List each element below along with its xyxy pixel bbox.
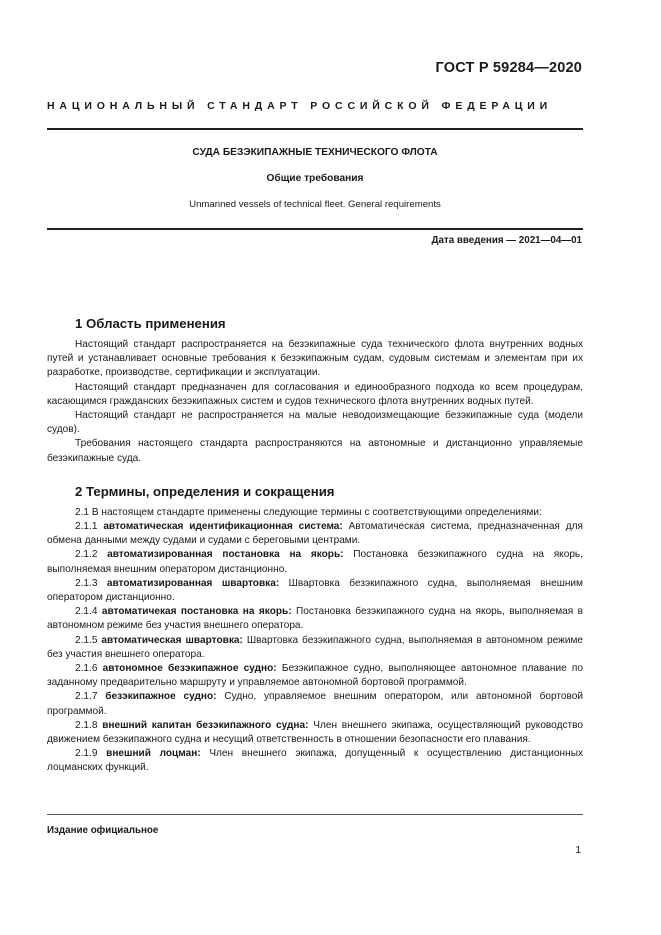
edition-label: Издание официальное: [47, 825, 159, 836]
term-definition: Швартовка безэкипажного судна, выполняемая в автономном режиме без участия внешнего оператора.: [47, 634, 584, 660]
document-title: СУДА БЕЗЭКИПАЖНЫЕ ТЕХНИЧЕСКОГО ФЛОТА: [192, 147, 438, 158]
gost-number: ГОСТ Р 59284—2020: [435, 60, 582, 76]
term-entry: [47, 662, 583, 690]
term-definition: Постановка безэкипажного судна на якорь, выполняемая в автономном режиме без участия внешнего оператора.: [47, 606, 584, 632]
term-number: 2.1.9: [75, 748, 98, 760]
section-2-title: 2 Термины, определения и сокращения: [75, 483, 335, 499]
term-entry: [47, 548, 583, 576]
document-english-title: Unmanned vessels of technical fleet. General requirements: [189, 199, 441, 210]
term-number: 2.1.4: [75, 606, 98, 618]
term-name: внешний лоцман:: [106, 748, 201, 760]
title-divider: [47, 228, 583, 230]
term-name: автоматизированная постановка на якорь:: [107, 549, 344, 561]
term-name: автономное безэкипажное судно:: [102, 663, 277, 675]
section-1-title: 1 Область применения: [75, 316, 226, 331]
term-definition: Швартовка безэкипажного судна, выполняемая внешним оператором дистанционно.: [47, 577, 583, 604]
document-body: [47, 314, 583, 776]
term-number: 2.1.7: [75, 691, 98, 703]
term-entry: [47, 605, 583, 633]
term-number: 2.1.1: [75, 521, 98, 533]
term-entry: [47, 690, 583, 718]
term-entry: [47, 577, 583, 605]
term-name: внешний капитан безэкипажного судна:: [102, 719, 309, 731]
term-definition: Автоматическая система, предназначенная для обмена данными между судами и судами с береговыми центрами.: [47, 521, 583, 547]
term-definition: Судно, управляемое внешним оператором, или автономной бортовой программой.: [47, 691, 584, 717]
term-name: автоматическая идентификационная система:: [103, 521, 343, 533]
term-definition: Член внешнего экипажа, допущенный к осуществлению дистанционных лоцманских функций.: [47, 748, 583, 774]
section-1-paragraph: Требования настоящего стандарта распространяются на автономные и дистанционно управляемые безэкипажные суда.: [47, 438, 583, 464]
term-definition: Постановка безэкипажного судна на якорь, выполняемая внешним оператором дистанционно.: [47, 549, 583, 575]
document-subtitle: Общие требования: [266, 173, 364, 184]
term-name: автоматизированная швартовка:: [106, 577, 280, 589]
section-1-paragraph: Настоящий стандарт не распространяется на малые неводоизмещающие безэкипажные суда (модели судов).: [47, 410, 583, 436]
term-number: 2.1.6: [75, 663, 98, 675]
page-number: 1: [575, 845, 581, 856]
section-1-paragraph: Настоящий стандарт предназначен для согласования и единообразного подхода ко всем процедурам, касающимся гражданских безэкипажных систем и судов технического флота внутренних водных путей.: [47, 381, 583, 407]
footer-divider: [47, 814, 583, 815]
term-entry: [47, 719, 583, 747]
term-entry: [47, 634, 583, 662]
national-standard-heading: НАЦИОНАЛЬНЫЙ СТАНДАРТ РОССИЙСКОЙ ФЕДЕРАЦИИ: [47, 100, 553, 112]
top-divider: [47, 128, 583, 130]
section-1-paragraph: Настоящий стандарт распространяется на безэкипажные суда технического флота внутренних водных путей и устанавливает основные требования к безэкипажным судам, судовым системам и элементам при их разработке, производстве, сертификации и эксплуатации.: [47, 339, 583, 379]
term-name: автоматичекая постановка на якорь:: [101, 606, 292, 618]
introduction-date: Дата введения — 2021—04—01: [431, 235, 582, 246]
term-number: 2.1.5: [75, 634, 98, 646]
term-name: автоматическая швартовка:: [101, 634, 243, 646]
term-number: 2.1.2: [75, 549, 98, 561]
term-number: 2.1.8: [75, 719, 98, 731]
term-definition: Член внешнего экипажа, осуществляющий руководство движением безэкипажного судна и несущий ответственность в отношении безопасности его плавания.: [47, 719, 583, 746]
term-entry: [47, 747, 583, 775]
term-definition: Безэкипажное судно, выполняющее автономное плавание по заданному предварительно маршруту и управляемое автономной бортовой программой.: [47, 663, 583, 689]
term-number: 2.1.3: [75, 577, 98, 589]
term-entry: [47, 520, 583, 548]
section-2-intro: 2.1 В настоящем стандарте применены следующие термины с соответствующими определениями:: [75, 506, 542, 518]
term-name: безэкипажное судно:: [105, 691, 217, 703]
